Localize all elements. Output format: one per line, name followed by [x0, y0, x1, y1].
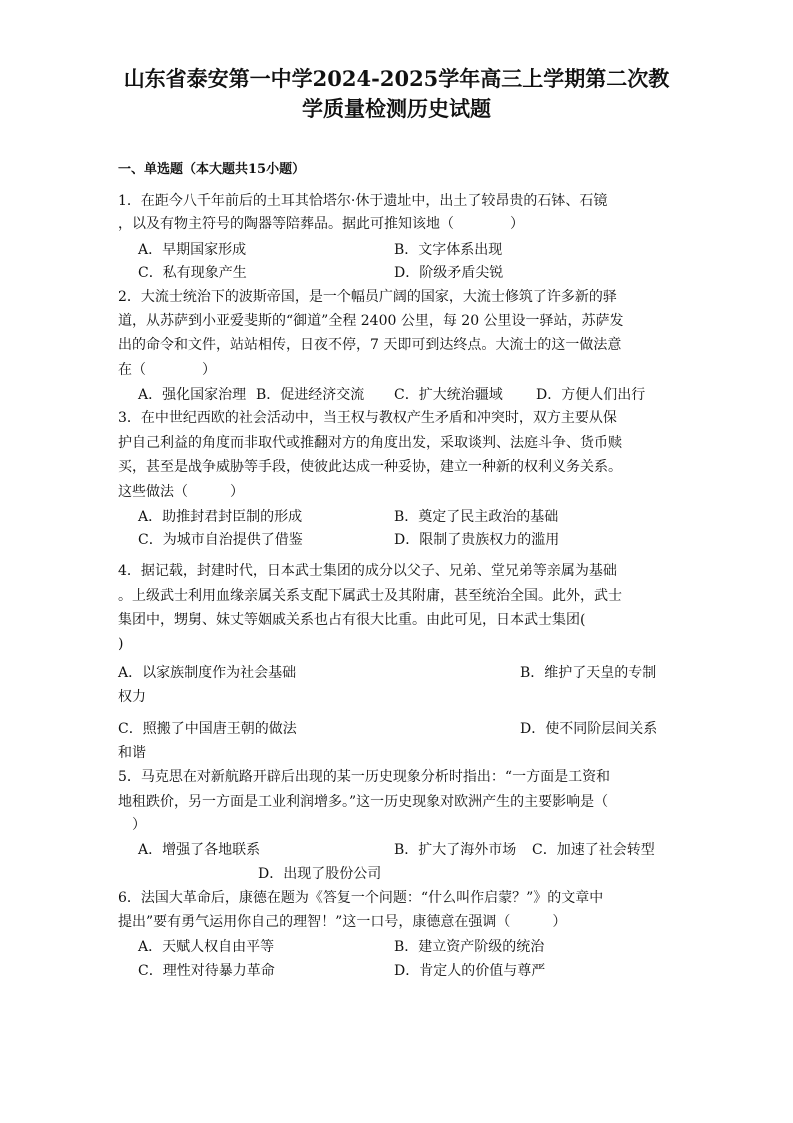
q2-option-c: C．扩大统治疆域: [394, 387, 503, 403]
q4-stem-line-3: 集团中，甥舅、妹丈等姻戚关系也占有很大比重。由此可见，日本武士集团(: [118, 612, 586, 628]
q4-option-b-cont: 权力: [118, 689, 146, 705]
section-heading: 一、单选题（本大题共15小题）: [118, 162, 306, 177]
q2-stem-line-3: 出的命令和文件，站站相传，日夜不停，7 天即可到达终点。大流士的这一做法意: [118, 337, 622, 353]
q3-stem-line-3: 买，甚至是战争威胁等手段，使彼此达成一种妥协，建立一种新的权利义务关系。: [118, 459, 622, 475]
q3-stem-line-2: 护自己利益的角度而非取代或推翻对方的角度出发，采取谈判、法庭斗争、货币赎: [118, 435, 622, 451]
q2-option-b: B．促进经济交流: [256, 387, 365, 403]
q6-stem-line-2: 提出”要有勇气运用你自己的理智！”这一口号，康德意在强调（ ）: [118, 914, 567, 930]
q4-option-d: D．使不同阶层间关系: [520, 721, 658, 737]
q6-option-b: B．建立资产阶级的统治: [394, 939, 545, 955]
q2-stem-line-2: 道，从苏萨到小亚爱斐斯的“御道”全程 2400 公里，每 20 公里设一驿站，苏萨发: [118, 313, 624, 329]
q3-option-d: D．限制了贵族权力的滥用: [394, 532, 560, 548]
q5-option-a: A．增强了各地联系: [138, 842, 261, 858]
q1-option-b: B．文字体系出现: [394, 242, 503, 258]
q4-stem-line-1: 4．据记载，封建时代，日本武士集团的成分以父子、兄弟、堂兄弟等亲属为基础: [118, 563, 617, 579]
q5-stem-line-1: 5．马克思在对新航路开辟后出现的某一历史现象分析时指出：“一方面是工资和: [118, 769, 611, 785]
q3-stem-line-4: 这些做法（ ）: [118, 484, 244, 500]
title-line-2: 学质量检测历史试题: [302, 96, 491, 121]
q4-option-b: B．维护了天皇的专制: [520, 665, 657, 681]
q1-stem-line-1: 1．在距今八千年前后的土耳其恰塔尔·休于遗址中，出土了较昂贵的石钵、石镜: [118, 193, 608, 209]
q4-stem-line-4: ): [118, 636, 124, 652]
q5-option-b: B．扩大了海外市场: [394, 842, 517, 858]
q1-stem-line-2: ，以及有物主符号的陶器等陪葬品。据此可推知该地（ ）: [118, 216, 524, 232]
q1-option-c: C．私有现象产生: [138, 265, 247, 281]
q4-stem-line-2: 。上级武士利用血缘亲属关系支配下属武士及其附庸，甚至统治全国。此外，武士: [118, 588, 622, 604]
exam-title: [118, 64, 675, 124]
q6-stem-line-1: 6．法国大革命后，康德在题为《答复一个问题：“什么叫作启蒙？”》的文章中: [118, 890, 604, 906]
q1-option-a: A．早期国家形成: [138, 242, 247, 258]
q5-stem-line-2: 地租跌价，另一方面是工业利润增多。”这一历史现象对欧洲产生的主要影响是（: [118, 794, 609, 810]
title-line-1: 山东省泰安第一中学2024-2025学年高三上学期第二次教: [123, 66, 670, 91]
q6-option-c: C．理性对待暴力革命: [138, 963, 275, 979]
q4-option-c: C．照搬了中国唐王朝的做法: [118, 721, 297, 737]
q1-option-d: D．阶级矛盾尖锐: [394, 265, 504, 281]
q3-stem-line-1: 3．在中世纪西欧的社会活动中，当王权与教权产生矛盾和冲突时，双方主要从保: [118, 410, 617, 426]
q3-option-c: C．为城市自治提供了借鉴: [138, 532, 303, 548]
q6-option-a: A．天赋人权自由平等: [138, 939, 275, 955]
q5-stem-line-3: ）: [118, 817, 146, 833]
q4-option-d-cont: 和谐: [118, 745, 146, 761]
q2-stem-line-4: 在（ ）: [118, 362, 216, 378]
q4-option-a: A．以家族制度作为社会基础: [118, 665, 297, 681]
q5-option-d: D．出现了股份公司: [258, 866, 382, 882]
q2-stem-line-1: 2．大流士统治下的波斯帝国，是一个幅员广阔的国家，大流士修筑了许多新的驿: [118, 289, 617, 305]
q5-option-c: C．加速了社会转型: [532, 842, 655, 858]
q3-option-a: A．助推封君封臣制的形成: [138, 509, 303, 525]
q2-option-a: A．强化国家治理: [138, 387, 247, 403]
q3-option-b: B．奠定了民主政治的基础: [394, 509, 559, 525]
q6-option-d: D．肯定人的价值与尊严: [394, 963, 546, 979]
q2-option-d: D．方便人们出行: [536, 387, 646, 403]
